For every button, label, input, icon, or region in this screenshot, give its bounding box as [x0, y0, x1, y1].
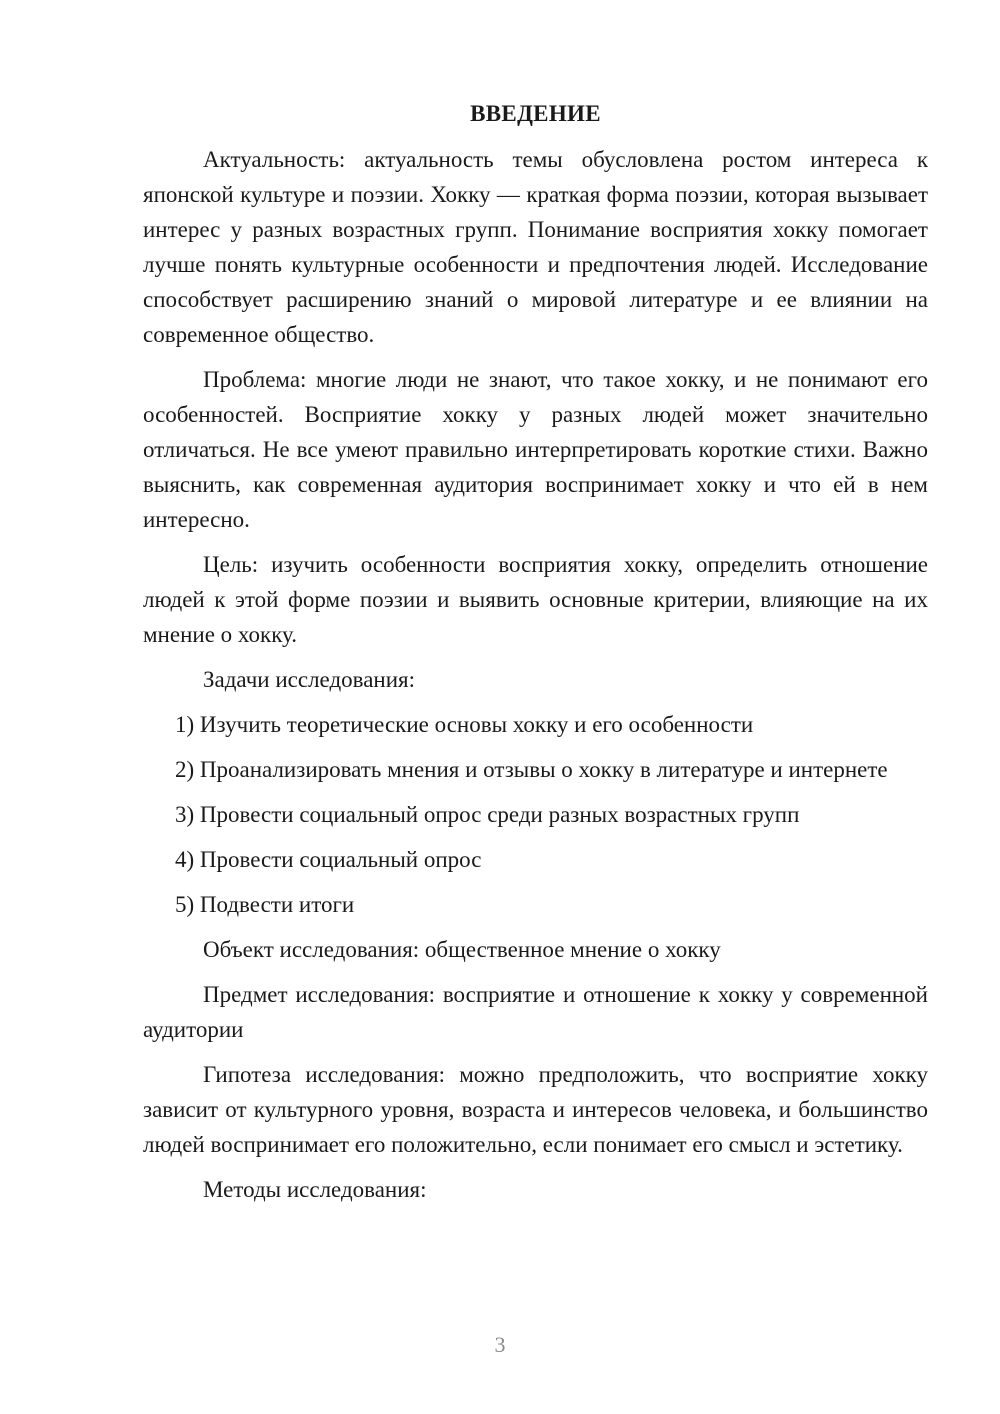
- hypothesis-paragraph: Гипотеза исследования: можно предположить, что восприятие хокку зависит от культурного уровня, возраста и интересов человека, и большинство людей воспринимает его положительно, если понимает его смысл и эстетику.: [143, 1062, 928, 1157]
- task-item: 2) Проанализировать мнения и отзывы о хокку в литературе и интернете: [175, 757, 888, 782]
- relevance-paragraph: Актуальность: актуальность темы обусловлена ростом интереса к японской культуре и поэзии. Хокку — краткая форма поэзии, которая вызывает интерес у разных возрастных групп. Понимание восприятия хокку помогает лучше понять культурные особенности и предпочтения людей. Исследование способствует расширению знаний о мировой литературе и ее влиянии на современное общество.: [143, 147, 928, 347]
- task-item: 1) Изучить теоретические основы хокку и его особенности: [175, 712, 754, 737]
- object-paragraph: Объект исследования: общественное мнение о хокку: [203, 937, 721, 962]
- task-item: 3) Провести социальный опрос среди разных возрастных групп: [175, 802, 800, 827]
- task-item: 4) Провести социальный опрос: [175, 847, 482, 872]
- page-content: [143, 96, 928, 1217]
- subject-paragraph: Предмет исследования: восприятие и отношение к хокку у современной аудитории: [143, 982, 928, 1042]
- methods-title: Методы исследования:: [203, 1177, 427, 1202]
- page-number: 3: [494, 1332, 506, 1357]
- task-item: 5) Подвести итоги: [175, 892, 355, 917]
- goal-paragraph: Цель: изучить особенности восприятия хокку, определить отношение людей к этой форме поэзии и выявить основные критерии, влияющие на их мнение о хокку.: [143, 552, 928, 647]
- problem-paragraph: Проблема: многие люди не знают, что такое хокку, и не понимают его особенностей. Восприятие хокку у разных людей может значительно отличаться. Не все умеют правильно интерпретировать короткие стихи. Важно выяснить, как современная аудитория воспринимает хокку и что ей в нем интересно.: [143, 367, 928, 532]
- tasks-title: Задачи исследования:: [203, 667, 416, 692]
- section-heading: ВВЕДЕНИЕ: [470, 101, 601, 126]
